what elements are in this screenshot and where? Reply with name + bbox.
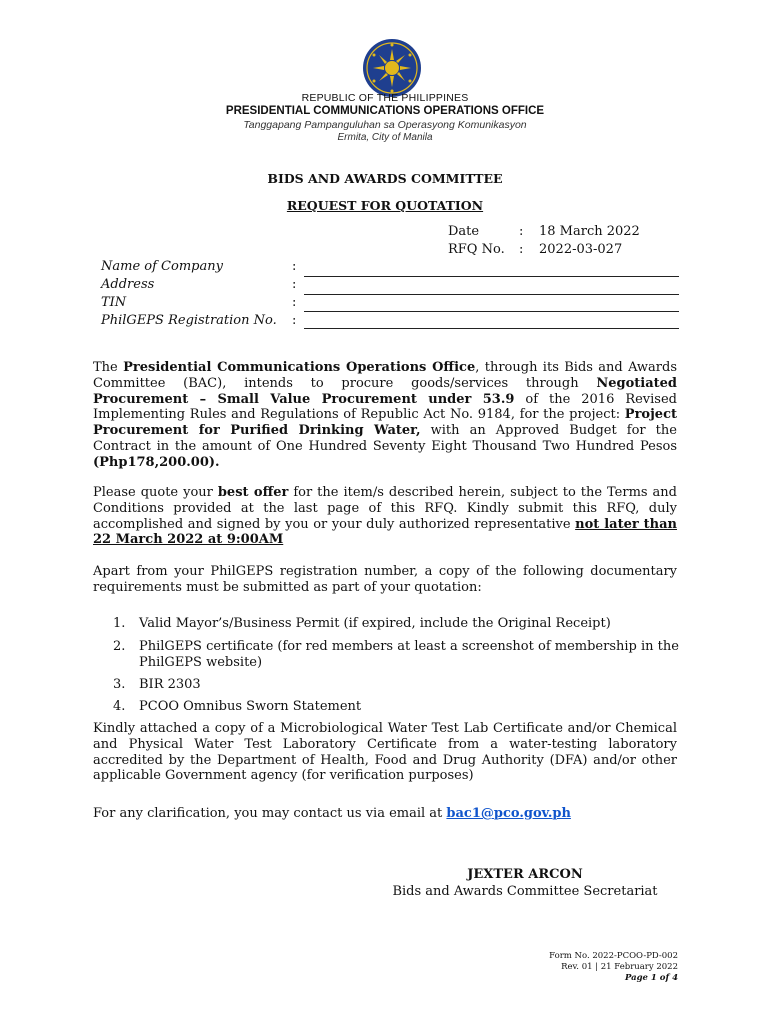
tin-sep: :	[292, 295, 297, 310]
address-sep: :	[292, 277, 297, 292]
signatory-name: JEXTER ARCON	[467, 867, 583, 882]
rfq-value: 2022-03-027	[539, 242, 623, 257]
paragraph-contact: For any clarification, you may contact us via email at bac1@pco.gov.ph	[93, 806, 571, 821]
philgeps-sep: :	[292, 313, 297, 328]
company-label: Name of Company	[101, 259, 223, 274]
signatory-title: Bids and Awards Committee Secretariat	[392, 884, 658, 899]
header-republic: REPUBLIC OF THE PHILIPPINES	[301, 92, 469, 104]
company-line	[304, 276, 679, 277]
header-office-filipino: Tanggapang Pampanguluhan sa Operasyong Komunikasyon	[243, 119, 527, 131]
tin-line	[304, 311, 679, 312]
rfq-sep: :	[519, 242, 524, 257]
philgeps-line	[304, 328, 679, 329]
header-location: Ermita, City of Manila	[337, 132, 433, 143]
tin-label: TIN	[101, 295, 127, 310]
paragraph-requirements-intro: Apart from your PhilGEPS registration number, a copy of the following documentary requirements must be submitted as part of your quotation:	[93, 564, 677, 595]
date-label: Date	[448, 224, 480, 239]
pcoo-seal-logo	[362, 38, 422, 98]
paragraph-intro: The Presidential Communications Operations Office, through its Bids and Awards Committee (BAC), intends to procure goods/services through Negotiated Procurement – Small Value Procurement under 53.9 of the 2016 Revised Implementing Rules and Regulations of Republic Act No. 9184, for the project: Project Procurement for Purified Drinking Water, with an Approved Budget for the Contract in the amount of One Hundred Seventy Eight Thousand Two Hundred Pesos (Php178,200.00).	[93, 360, 678, 470]
company-sep: :	[292, 259, 297, 274]
footer-revision: Rev. 01 | 21 February 2022	[561, 962, 678, 972]
rfq-label: RFQ No.	[448, 242, 505, 257]
header-office: PRESIDENTIAL COMMUNICATIONS OPERATIONS OFFICE	[225, 105, 545, 117]
footer-page-number: Page 1 of 4	[624, 973, 678, 983]
date-sep: :	[519, 224, 524, 239]
address-line	[304, 294, 679, 295]
email-link[interactable]: bac1@pco.gov.ph	[446, 806, 571, 821]
footer-form-number: Form No. 2022-PCOO-PD-002	[549, 951, 678, 961]
paragraph-offer: Please quote your best offer for the item/s described herein, subject to the Terms and Conditions provided at the last page of this RFQ. Kindly submit this RFQ, duly accomplished and signed by you or your duly authorized representative not later than 22 March 2022 at 9:00AM	[93, 485, 678, 548]
philgeps-label: PhilGEPS Registration No.	[101, 313, 277, 328]
committee-title: BIDS AND AWARDS COMMITTEE	[267, 171, 503, 186]
address-label: Address	[101, 277, 155, 292]
date-value: 18 March 2022	[539, 224, 640, 239]
paragraph-water-certificate: Kindly attached a copy of a Microbiological Water Test Lab Certificate and/or Chemical and Physical Water Test Laboratory Certificate from a water-testing laboratory accredited by the Department of Health, Food and Drug Authority (DFA) and/or other applicable Government agency (for verification purposes)	[93, 721, 677, 784]
document-title: REQUEST FOR QUOTATION	[286, 198, 484, 213]
